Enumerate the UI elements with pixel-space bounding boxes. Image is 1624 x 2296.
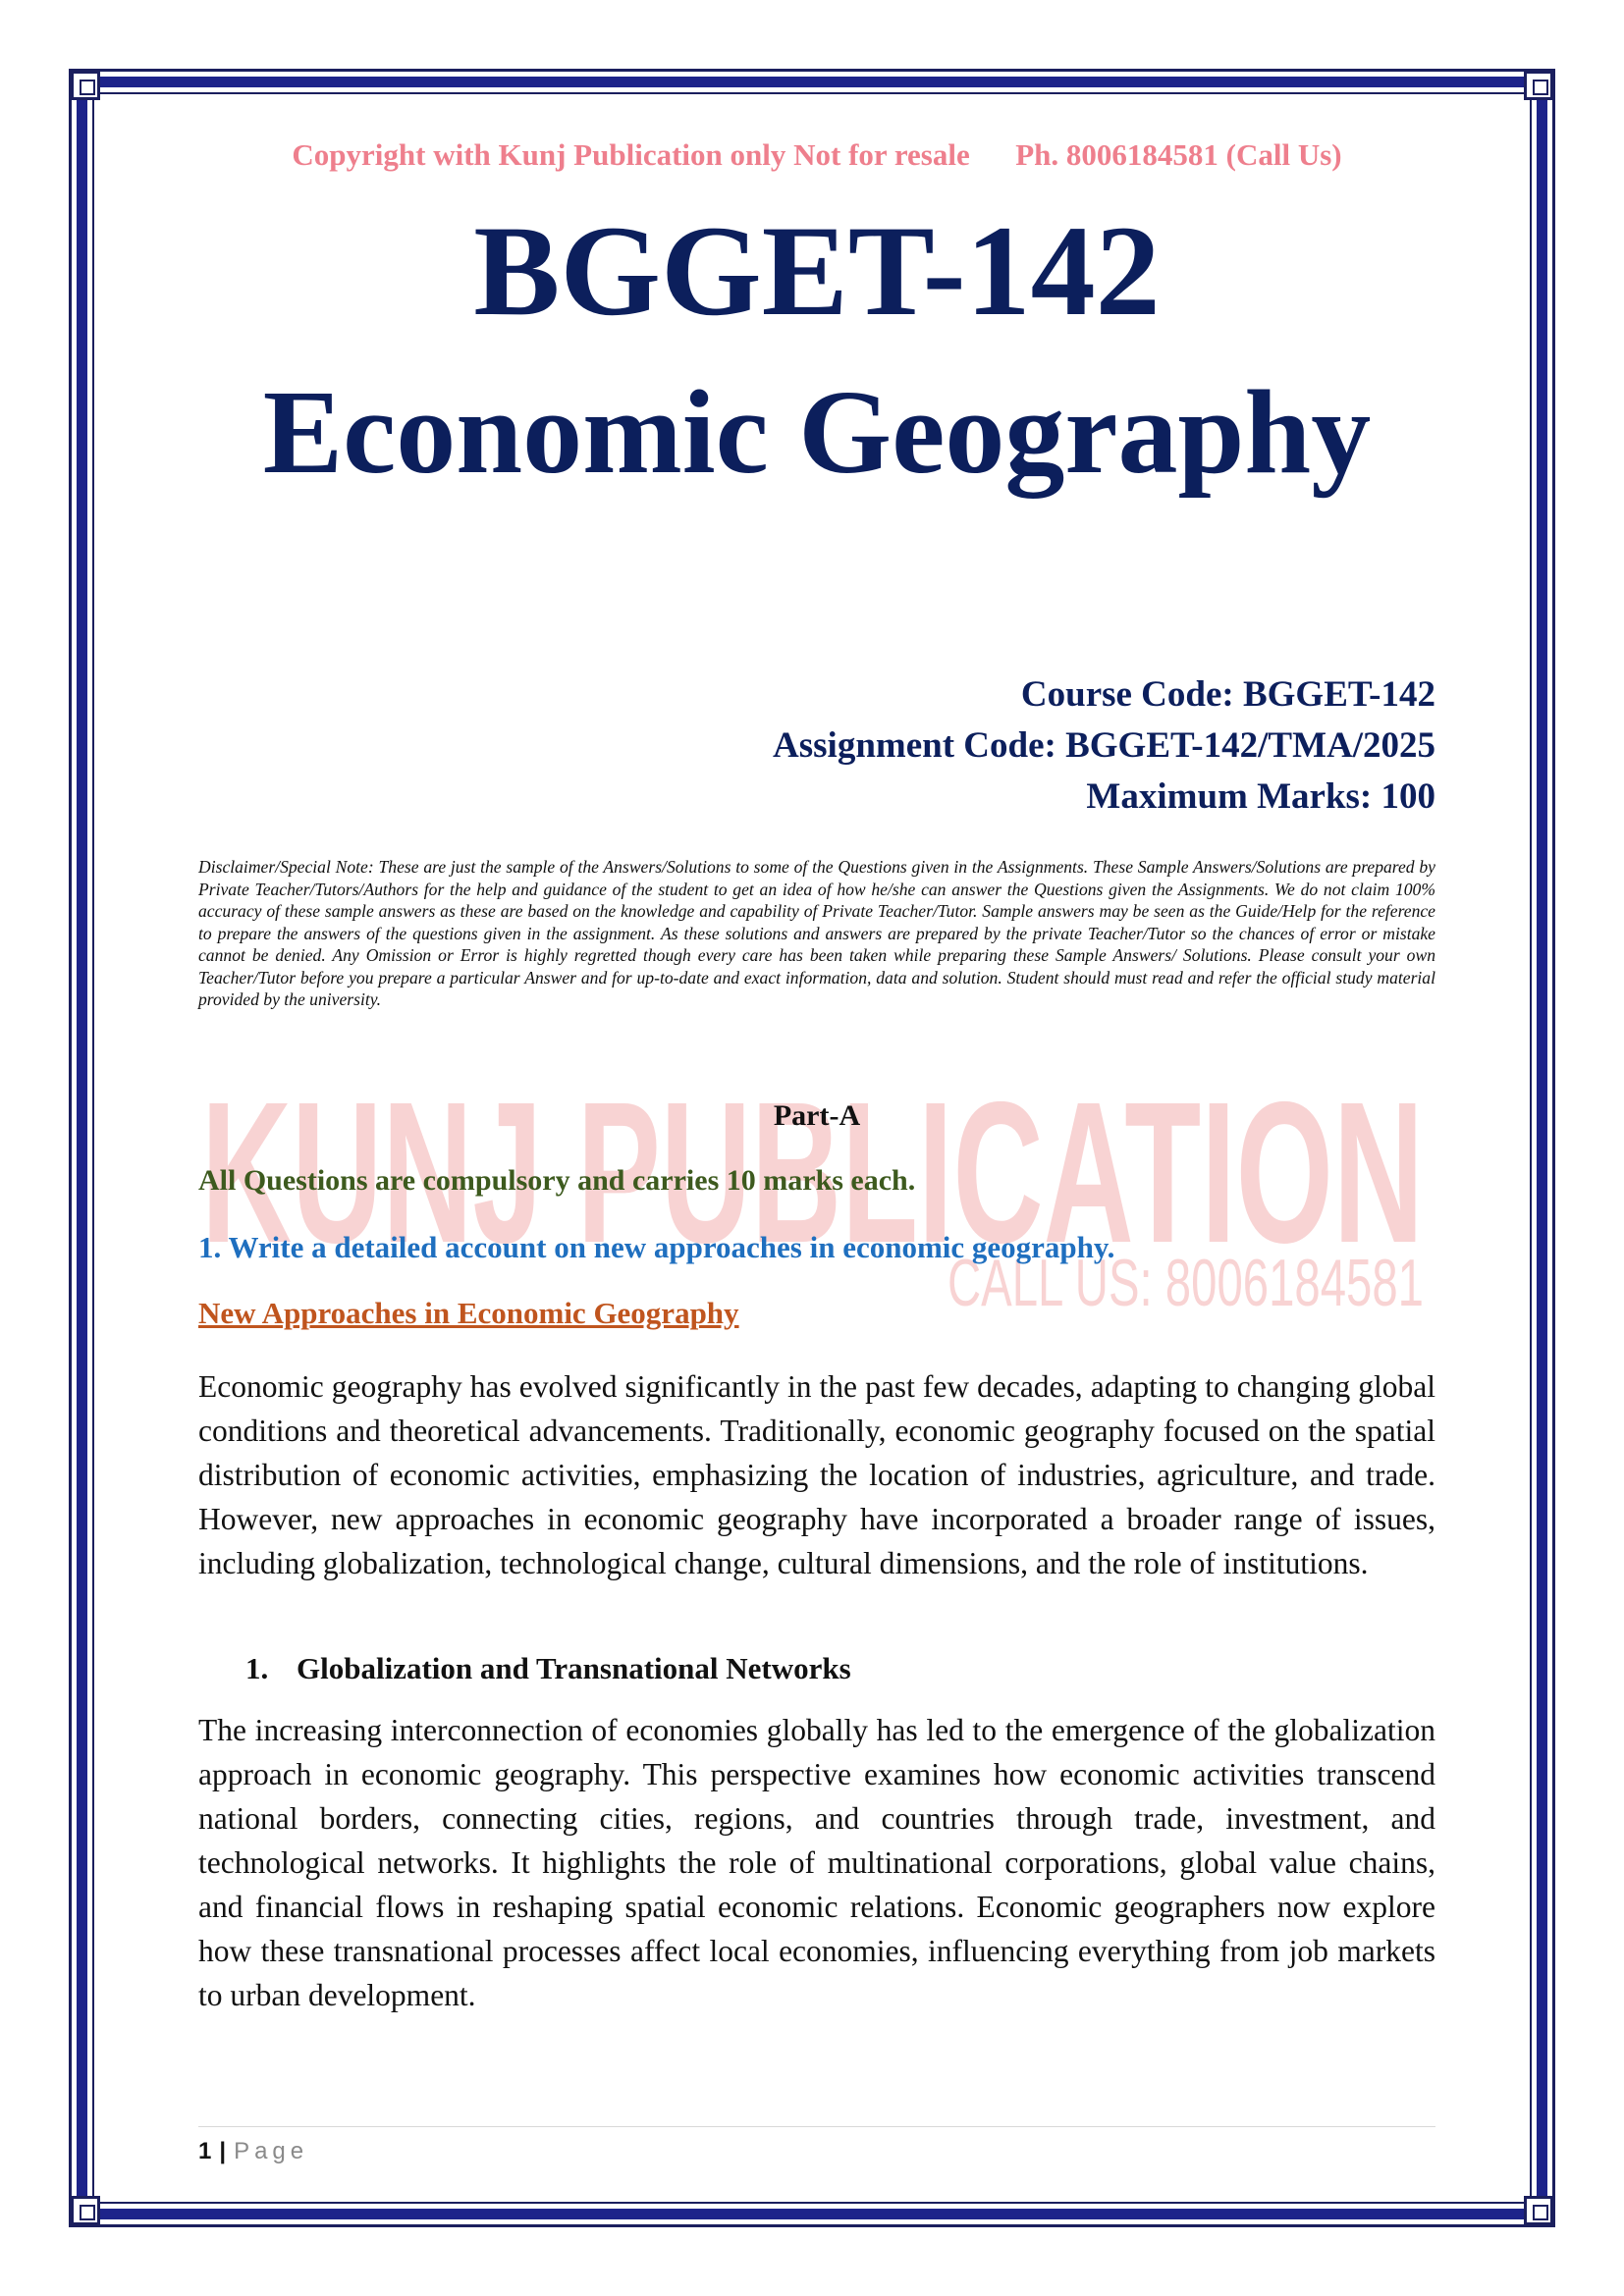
page-label: Page — [234, 2138, 309, 2164]
disclaimer: Disclaimer/Special Note: These are just the sample of the Answers/Solutions to some of the Questions given in the Assignments. These Sample Answers/Solutions are prepared by Private Teacher/Tutors/Authors for the help and guidance of the student to get an idea of how he/she can answer the Questions given the Assignments. We do not claim 100% accuracy of these sample answers as these are based on the knowledge and capability of Private Teacher/Tutor. Sample answers may be seen as the Guide/Help for the reference to prepare the answers of the questions given in the assignment. As these solutions and answers are prepared by the private Teacher/Tutor so the chances of error or mistake cannot be denied. Any Omission or Error is highly regretted though every care has been taken while preparing these Sample Answers/ Solutions. Please consult your own Teacher/Tutor before you prepare a particular Answer and for up-to-date and exact information, data and solution. Student should must read and refer the official study material provided by the university. — [198, 857, 1435, 1009]
footer-divider — [198, 2126, 1435, 2127]
corner-ornament-top-right — [1524, 71, 1553, 100]
page-number: 1 — [198, 2138, 212, 2164]
instructions: All Questions are compulsory and carries 10 marks each. — [198, 1164, 916, 1197]
phone-text: Ph. 8006184581 (Call Us) — [1015, 137, 1342, 172]
intro-paragraph: Economic geography has evolved significantly in the past few decades, adapting to changing global conditions and theoretical advancements. Traditionally, economic geography focused on the spatial distribution of economic activities, emphasizing the location of industries, agriculture, and trade. However, new approaches in economic geography have incorporated a broader range of issues, including globalization, technological change, cultural dimensions, and the role of institutions. — [198, 1369, 1435, 1580]
part-heading: Part-A — [773, 1099, 861, 1132]
corner-ornament-bottom-right — [1524, 2196, 1553, 2225]
question-1: 1. Write a detailed account on new approaches in economic geography. — [198, 1230, 1115, 1264]
course-title-code: BGGET-142 — [473, 198, 1161, 343]
footer-separator: | — [219, 2138, 227, 2164]
answer-subheading: New Approaches in Economic Geography — [198, 1296, 739, 1330]
page-footer — [198, 2138, 308, 2165]
list-heading-text: Globalization and Transnational Networks — [297, 1651, 851, 1685]
course-info — [773, 669, 1435, 823]
list-number: 1. — [245, 1651, 269, 1685]
copyright-text: Copyright with Kunj Publication only Not for resale — [292, 137, 970, 172]
assignment-code: Assignment Code: BGGET-142/TMA/2025 — [773, 725, 1435, 766]
list-heading-1 — [245, 1651, 851, 1686]
course-title-name: Economic Geography — [262, 366, 1372, 499]
globalization-paragraph: The increasing interconnection of economies globally has led to the emergence of the globalization approach in economic geography. This perspective examines how economic activities transcend national borders, connecting cities, regions, and countries through trade, investment, and technological networks. It highlights the role of multinational corporations, global value chains, and financial flows in reshaping spatial economic relations. Economic geographers now explore how these transnational processes affect local economies, influencing everything from job markets to urban development. — [198, 1713, 1435, 2012]
svg-text:KUNJ PUBLICATION: KUNJ PUBLICATION — [201, 1060, 1424, 1285]
copyright-line — [198, 137, 1435, 173]
svg-text:CALL US: 8006184581: CALL US: 8006184581 — [947, 1246, 1424, 1320]
course-code: Course Code: BGGET-142 — [1020, 674, 1435, 715]
corner-ornament-bottom-left — [71, 2196, 100, 2225]
maximum-marks: Maximum Marks: 100 — [1086, 776, 1435, 817]
corner-ornament-top-left — [71, 71, 100, 100]
